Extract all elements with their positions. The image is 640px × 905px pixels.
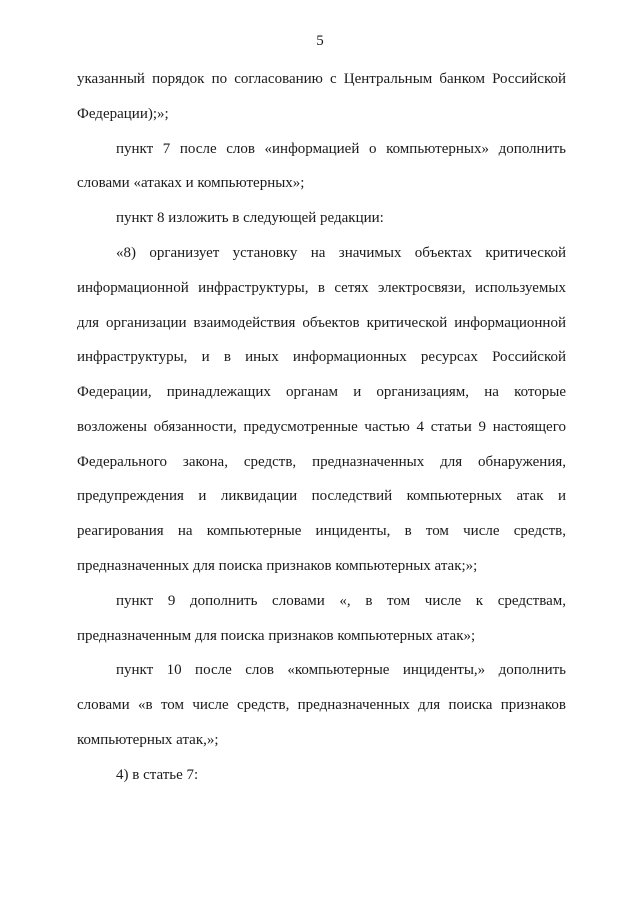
text-line: Федерации);»; bbox=[77, 106, 169, 122]
text-line: реагирования на компьютерные инциденты, в том числе средств, bbox=[77, 523, 566, 539]
text-line: предупреждения и ликвидации последствий компьютерных атак и bbox=[77, 488, 566, 504]
text-line: для организации взаимодействия объектов критической информационной bbox=[77, 315, 566, 331]
page-number: 5 bbox=[316, 33, 324, 49]
text-line: возложены обязанности, предусмотренные частью 4 статьи 9 настоящего bbox=[77, 419, 566, 435]
text-line: пункт 9 дополнить словами «, в том числе к средствам, bbox=[116, 593, 566, 609]
text-line: Федерального закона, средств, предназначенных для обнаружения, bbox=[77, 454, 566, 470]
text-line: Федерации, принадлежащих органам и организациям, на которые bbox=[77, 384, 566, 400]
text-line: предназначенным для поиска признаков компьютерных атак»; bbox=[77, 628, 476, 644]
text-line: информационной инфраструктуры, в сетях электросвязи, используемых bbox=[77, 280, 566, 296]
text-line: пункт 8 изложить в следующей редакции: bbox=[116, 210, 384, 226]
text-line: пункт 7 после слов «информацией о компьютерных» дополнить bbox=[116, 141, 566, 157]
text-line: 4) в статье 7: bbox=[116, 767, 199, 783]
text-line: пункт 10 после слов «компьютерные инциденты,» дополнить bbox=[116, 662, 566, 678]
text-line: предназначенных для поиска признаков компьютерных атак;»; bbox=[77, 558, 478, 574]
text-line: указанный порядок по согласованию с Центральным банком Российской bbox=[77, 71, 566, 87]
text-line: компьютерных атак,»; bbox=[77, 732, 219, 748]
text-line: словами «атаках и компьютерных»; bbox=[77, 175, 305, 191]
text-line: словами «в том числе средств, предназначенных для поиска признаков bbox=[77, 697, 566, 713]
text-line: «8) организует установку на значимых объектах критической bbox=[116, 245, 566, 261]
text-line: инфраструктуры, и в иных информационных ресурсах Российской bbox=[77, 349, 566, 365]
